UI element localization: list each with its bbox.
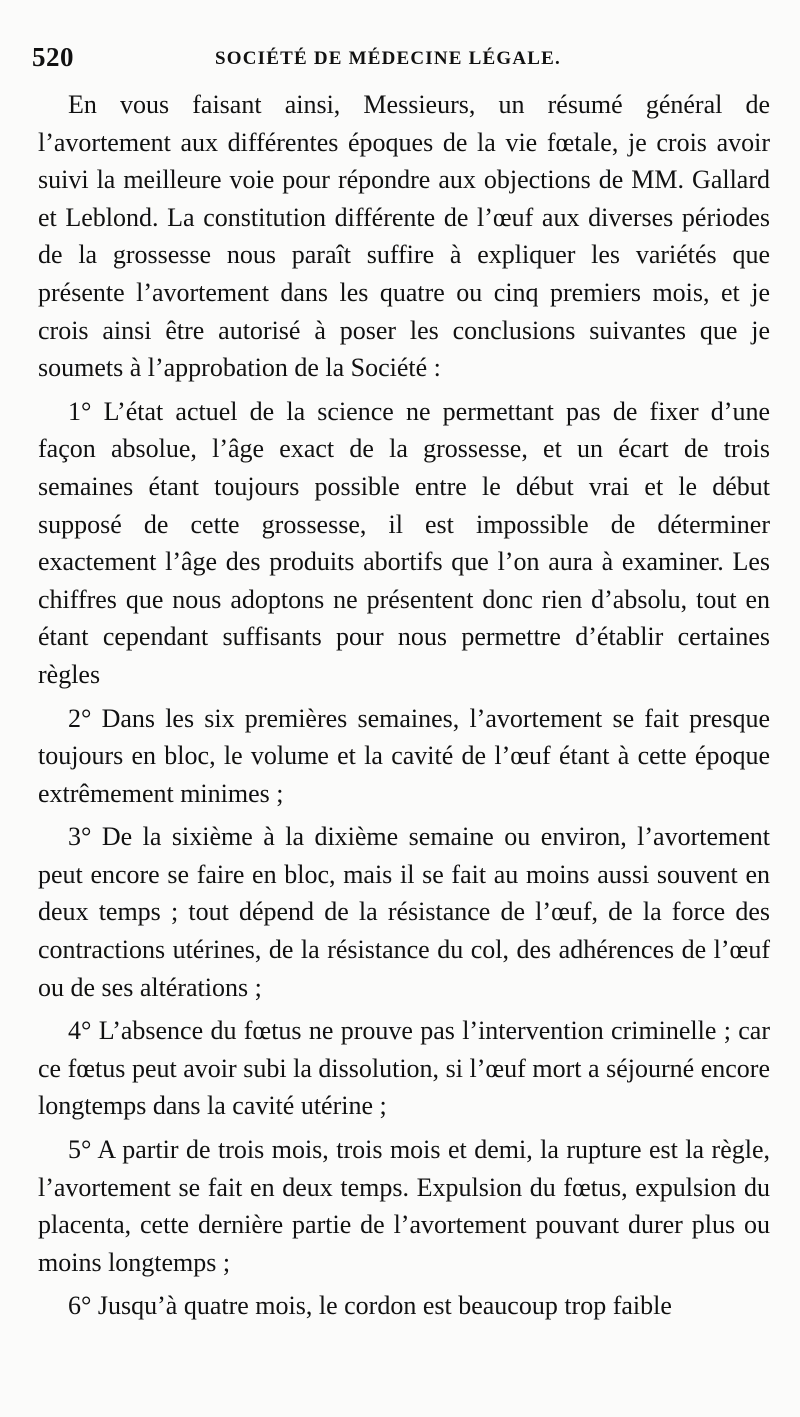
running-title: SOCIÉTÉ DE MÉDECINE LÉGALE. (215, 48, 561, 69)
conclusion-5: 5° A partir de trois mois, trois mois et demi, la rupture est la règle, l’avortement se fait en deux temps. Expulsion du fœtus, expulsion du placenta, cette dernière partie de l’avortement pouvant durer plus ou moins longtemps ; (38, 1135, 770, 1277)
page-number: 520 (32, 42, 74, 72)
conclusion-2: 2° Dans les six premières semaines, l’avortement se fait presque toujours en bloc, le volume et la cavité de l’œuf étant à cette époque extrêmement minimes ; (38, 703, 770, 808)
intro-paragraph: En vous faisant ainsi, Messieurs, un résumé général de l’avortement aux différentes époques de la vie fœtale, je crois avoir suivi la meilleure voie pour répondre aux objections de MM. Gallard et Leblond. La constitution différente de l’œuf aux diverses périodes de la grossesse nous paraît suffire à expliquer les variétés que présente l’avortement dans les quatre ou cinq premiers mois, et je crois ainsi être autorisé à poser les conclusions suivantes que je soumets à l’approbation de la Société : (38, 90, 770, 383)
page-header (32, 42, 772, 78)
conclusion-1: 1° L’état actuel de la science ne permettant pas de fixer d’une façon absolue, l’âge exact de la grossesse, et un écart de trois semaines étant toujours possible entre le début vrai et le début supposé de cette grossesse, il est impossible de déterminer exactement l’âge des produits abortifs que l’on aura à examiner. Les chiffres que nous adoptons ne présentent donc rien d’absolu, tout en étant cependant suffisants pour nous permettre d’établir certaines règles (38, 396, 770, 689)
conclusion-6: 6° Jusqu’à quatre mois, le cordon est beaucoup trop faible (68, 1291, 672, 1321)
conclusion-3: 3° De la sixième à la dixième semaine ou environ, l’avortement peut encore se faire en bloc, mais il se fait au moins aussi souvent en deux temps ; tout dépend de la résistance de l’œuf, de la force des contractions utérines, de la résistance du col, des adhérences de l’œuf ou de ses altérations ; (38, 822, 770, 1002)
body-text (38, 86, 770, 1325)
conclusion-4: 4° L’absence du fœtus ne prouve pas l’intervention criminelle ; car ce fœtus peut avoir subi la dissolution, si l’œuf mort a séjourné encore longtemps dans la cavité utérine ; (38, 1016, 770, 1121)
